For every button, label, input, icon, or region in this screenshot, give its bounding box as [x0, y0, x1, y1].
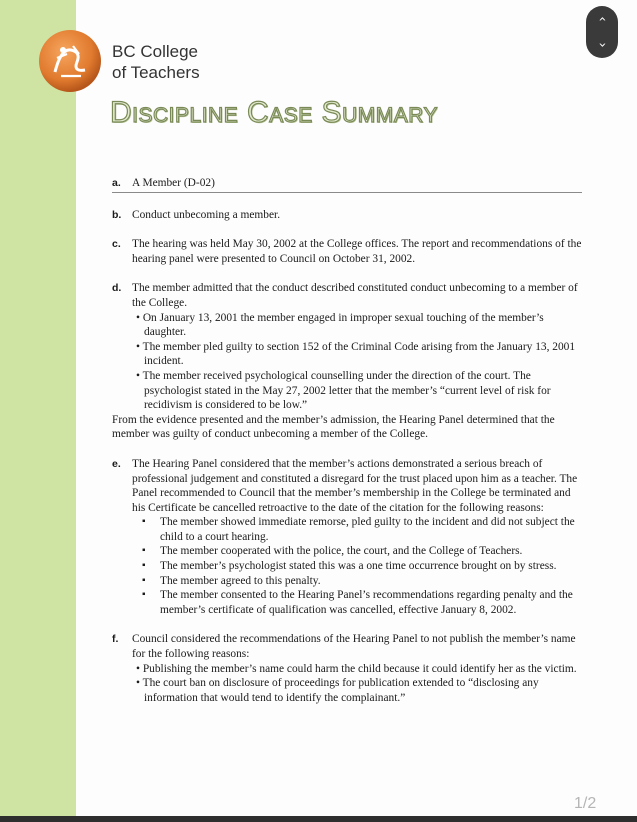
- section-f-bullet: • Publishing the member’s name could harm the child because it could identify her as the victim.: [136, 662, 577, 675]
- section-d-conclusion: From the evidence presented and the member’s admission, the Hearing Panel determined that the member was guilty of conduct unbecoming a member of the College.: [112, 413, 555, 441]
- section-f-text: Council considered the recommendations of the Hearing Panel to not publish the member’s name for the following reasons:: [132, 633, 576, 661]
- page-navigation: [586, 6, 618, 58]
- section-e-bullet-text: The member’s psychologist stated this was a one time occurrence brought on by stress.: [160, 560, 557, 573]
- section-b-text: Conduct unbecoming a member.: [132, 208, 281, 221]
- document-title: Discipline Case Summary: [110, 96, 439, 129]
- bottom-edge: [0, 816, 637, 822]
- section-d: [112, 281, 582, 442]
- section-e-text: The Hearing Panel considered that the member’s actions demonstrated a serious breach of professional judgement and constituted a disregard for the trust placed upon him as a teacher. The Panel recommended to Council that the member’s membership in the College be terminated and his Certificate be cancelled retroactive to the date of the citation for the following reasons:: [132, 457, 578, 514]
- square-bullet-icon: ▪: [142, 574, 146, 586]
- section-d-label: d.: [112, 282, 122, 295]
- square-bullet-icon: ▪: [142, 516, 146, 528]
- section-b-label: b.: [112, 208, 122, 221]
- section-e-bullet-text: The member showed immediate remorse, pled guilty to the incident and did not subject the child to a court hearing.: [160, 516, 575, 543]
- chevron-up-icon[interactable]: ‹: [594, 16, 610, 22]
- section-a: [112, 176, 582, 193]
- section-d-text: The member admitted that the conduct described constituted conduct unbecoming to a member of the College.: [132, 282, 578, 309]
- section-c-text: The hearing was held May 30, 2002 at the College offices. The report and recommendations of the hearing panel were presented to Council on October 31, 2002.: [132, 238, 582, 265]
- section-e-bullet-text: The member cooperated with the police, the court, and the College of Teachers.: [160, 545, 523, 558]
- square-bullet-icon: ▪: [142, 560, 146, 572]
- section-e-bullet: [132, 559, 582, 574]
- square-bullet-icon: ▪: [142, 589, 146, 601]
- section-c-label: c.: [112, 238, 121, 251]
- section-d-bullet: • The member pled guilty to section 152 of the Criminal Code arising from the January 13, 2001 incident.: [136, 340, 576, 368]
- section-e-bullet-text: The member agreed to this penalty.: [160, 574, 321, 587]
- section-e-bullet: [132, 574, 582, 589]
- section-e-bullet-text: The member consented to the Hearing Panel’s recommendations regarding penalty and the member’s certificate of qualification was cancelled, effective January 8, 2002.: [160, 589, 573, 616]
- organization-name: [112, 41, 200, 83]
- section-a-label: a.: [112, 177, 121, 189]
- section-e: [112, 457, 582, 618]
- section-b: [112, 208, 582, 223]
- section-e-label: e.: [112, 457, 121, 470]
- chevron-down-icon[interactable]: ›: [594, 42, 610, 48]
- section-f: [112, 632, 582, 705]
- case-summary-body: [112, 176, 582, 705]
- section-e-bullet: [132, 544, 582, 559]
- section-a-text: A Member (D-02): [132, 177, 215, 189]
- org-name-line-1: BC College: [112, 42, 198, 61]
- section-f-label: f.: [112, 633, 119, 646]
- section-e-bullet: [132, 515, 582, 544]
- college-logo: [37, 28, 103, 94]
- section-e-bullet: [132, 588, 582, 617]
- square-bullet-icon: ▪: [142, 545, 146, 557]
- page-indicator: 1/2: [574, 795, 597, 812]
- section-f-bullet: • The court ban on disclosure of proceedings for publication extended to “disclosing any information that would tend to identify the complainant.”: [136, 677, 539, 704]
- section-d-bullet: • On January 13, 2001 the member engaged in improper sexual touching of the member’s daughter.: [136, 311, 544, 339]
- left-accent-bar: [0, 0, 76, 822]
- org-name-line-2: of Teachers: [112, 63, 200, 82]
- section-d-bullet: • The member received psychological counselling under the direction of the court. The psychologist stated in the May 27, 2002 letter that the member’s “current level of risk for recidivism is considered to be low.”: [136, 369, 551, 412]
- section-c: [112, 237, 582, 266]
